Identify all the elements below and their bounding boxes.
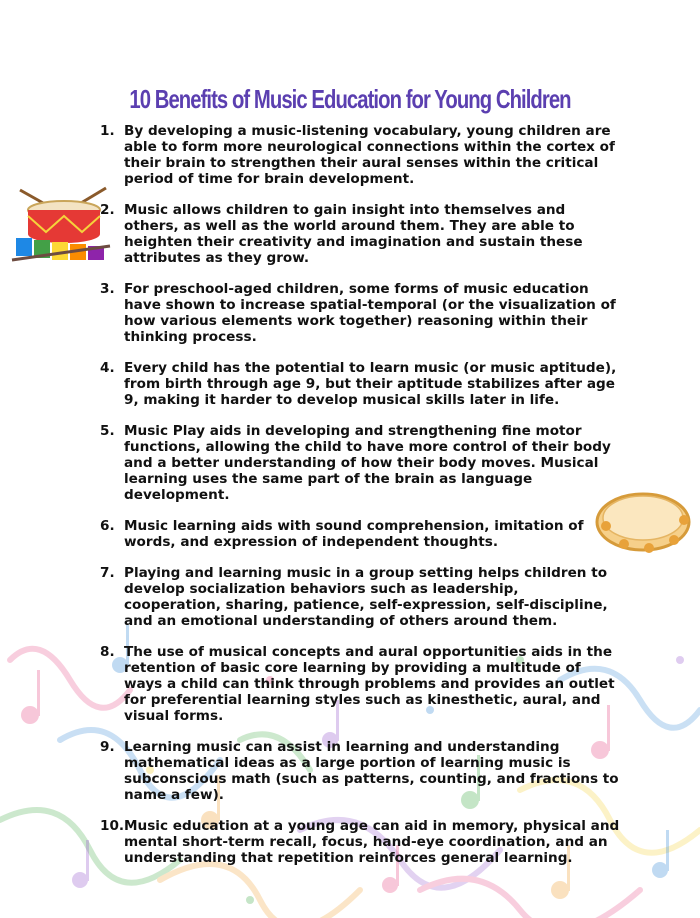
benefits-list [100, 123, 620, 881]
page-title: 10 Benefits of Music Education for Young Children [129, 84, 571, 114]
list-item [100, 739, 620, 803]
list-item [100, 818, 620, 866]
item-number: 4. [100, 360, 115, 376]
item-text: Playing and learning music in a group setting helps children to develop socialization behaviors such as leadership, cooperation, sharing, patience, self-expression, self-discipline, and an emotional understanding of others around them. [124, 565, 608, 629]
item-number: 10. [100, 818, 125, 834]
item-text: Every child has the potential to learn music (or music aptitude), from birth through age 9, but their aptitude stabilizes after age 9, making it harder to develop musical skills later in life. [124, 360, 617, 408]
item-text: By developing a music-listening vocabulary, young children are able to form more neurological connections within the cortex of their brain to strengthen their aural senses within the critical period of time for brain development. [124, 123, 615, 187]
item-number: 9. [100, 739, 115, 755]
list-item [100, 644, 620, 724]
item-text: Music allows children to gain insight into themselves and others, as well as the world around them. They are able to heighten their creativity and imagination and sustain these attributes as they grow. [124, 202, 583, 266]
list-item [100, 202, 620, 266]
item-number: 8. [100, 644, 115, 660]
item-text: Learning music can assist in learning and understanding mathematical ideas as a large portion of learning music is subconscious math (such as patterns, counting, and fractions to name a few). [124, 739, 619, 803]
item-text: For preschool-aged children, some forms of music education have shown to increase spatial-temporal (or the visualization of how various elements work together) reasoning within their thinking process. [124, 281, 616, 345]
list-item [100, 423, 620, 503]
list-item [100, 360, 620, 408]
item-number: 1. [100, 123, 115, 139]
item-number: 6. [100, 518, 115, 534]
item-text: The use of musical concepts and aural opportunities aids in the retention of basic core learning by providing a multitude of ways a child can think through problems and provides an outlet for preferential learning styles such as kinesthetic, aural, and visual forms. [124, 644, 615, 724]
item-number: 3. [100, 281, 115, 297]
list-item [100, 518, 620, 550]
item-text: Music Play aids in developing and strengthening fine motor functions, allowing the child to have more control of their body and a better understanding of how their body moves. Musical learning uses the same part of the brain as language development. [124, 423, 611, 503]
item-number: 2. [100, 202, 115, 218]
list-item [100, 281, 620, 345]
list-item [100, 565, 620, 629]
item-number: 5. [100, 423, 115, 439]
item-text: Music education at a young age can aid in memory, physical and mental short-term recall, focus, hand-eye coordination, and an understanding that repetition reinforces general learning. [124, 818, 620, 866]
list-item [100, 123, 620, 187]
item-text: Music learning aids with sound comprehension, imitation of words, and expression of independent thoughts. [124, 518, 584, 550]
item-number: 7. [100, 565, 115, 581]
